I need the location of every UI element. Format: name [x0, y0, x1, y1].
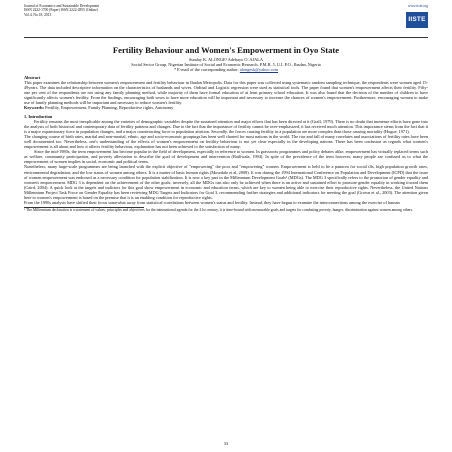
journal-header [24, 4, 428, 36]
paper-title: Fertility Behaviour and Women's Empowerment in Oyo State [112, 45, 340, 55]
intro-paragraph-3: Since the mid-1980s, the term empowerment has become popular in the field of development, especially in reference to women. In grassroots programmes and policy debates alike, empowerment has virtually replaced terms such as welfare, community participation, and poverty alleviation to describe the goal of development and intervention (Batliwala, 1994). In spite of the prevalence of the term however, many people are confused as to what the empowerment of women implies in social, economic and political terms. [24, 149, 428, 165]
journal-name: Journal of Economics and Sustainable Development [24, 4, 100, 8]
author-email-link[interactable]: alongesk@yahoo.com [239, 67, 279, 72]
page-number: 33 [223, 441, 229, 446]
intro-heading: 1. Introduction [24, 113, 53, 119]
author-names: Sunday K. ALONGE¹ Adebayo O. AJALA [189, 57, 263, 62]
email-prefix: * E-mail of the corresponding author: [173, 67, 239, 72]
intro-paragraph-1: Fertility remains the most inexplicable among the varieties of demographic variables despite the sustained attention and major efforts that has been directed at it (Grall, 1979). There is no doubt that immense efforts have gone into the analysis of both historical and contemporary data of fertility patterns and changes. Due to the fact that the importance of fertility cannot be over-emphasized, it has received much attention. This importance stems from the fact that it is a major expansionary force in population changes, and a major counteracting force to population attrition. Secondly, the forces causing fertility in a population are more complex than those causing mortality (Hogue, 1971). [24, 118, 428, 134]
abstract-text: This paper examines the relationship between women's empowerment and fertility behaviour in Ibadan Metropolis. Data for this paper was collected using systematic random sampling technique, the respondents were women aged 15-49years. The data included descriptive information on the characteristics of husbands and wives. Ordinal and Logistic regression were used as statistical tools. The paper found that women's empowerment affects their fertility. Fifty-one per cent of the respondents are not using any family planning method, while majority of them have formal education of at least primary school education. It was also found that the decision of the number of children to have significantly affects women's fertility. From the findings, encouraging both sexes to have more education will be important and necessary to increase the chances of women's empowerment. Furthermore, encouraging women to make use of family planning methods will be important and necessary to reduce women's fertility. [24, 80, 428, 106]
author-affiliation: Social Sector Group, Nigerian Institute of Social and Economic Research, P.M.B. 5, U.I. P.O., Ibadan, Nigeria [131, 62, 321, 67]
keywords-label: Keywords: [24, 105, 45, 111]
header-rule [24, 37, 428, 38]
intro-paragraph-4: Nonetheless, many large-scale programmes are being launched with the explicit objective of "empowering" the poor and "empowering" women. Empowerment is held to be a panacea for social ills, high population growth rates, environmental degradation, and the low status of women among others. It is a matter of basic human rights (Mosedale et al, 2008). It was during the 1994 International Conference on Population and Development (ICPD) that the issue of women empowerment was endorsed as a necessary condition for population stabilization. It is now a key part in the Millennium Development Goals¹ (MDGs). The MDG 3 specifically refers to the promotion of gender equality and women's empowerment. MDG 3 is dependent on the achievement of the other goals; inversely, all the MDGs can also only be achieved when there is an active and sustained effort to promote gender equality in working toward them (Caird, 2004). A quick look at the targets and indictors for this goal show empowerment in economic and education terms, which are key to women being able to exercise their reproductive rights. Nevertheless, the United Nations Millennium Project Task Force on Gender Equality has been reviewing MDG Targets and Indicators for Goal 3, recommending further strategies and additional indicators for meeting the goal (Grown et al., 2003). The attention given here to women's empowerment is based on the premise that it is an enabling condition for reproductive rights. [24, 164, 428, 200]
abstract-heading: Abstract [24, 75, 41, 80]
journal-url[interactable]: www.iiste.org [407, 4, 428, 8]
journal-issn: ISSN 2222-1700 (Paper) ISSN 2222-2855 (Online) [24, 8, 98, 13]
author-email-line [24, 67, 428, 72]
publisher-logo [388, 4, 428, 28]
intro-paragraph-2: The changing course of birth rates, marital and non-marital, ethnic, age and socio-economic groupings has been well charted for most nations in the world. The rise and fall of many correlates and associations of fertility rates have been well documented too. Nevertheless, one's understanding of the effects of women's empowerment on fertility behaviour is not yet clear especially in the developing nations. There has been confusion as regards what women's empowerment is all about and how it affects fertility behaviour, explanation has not been achieved to the satisfaction of many. [24, 133, 428, 150]
journal-volume: Vol.4, No.18, 2013 [24, 12, 52, 17]
iiste-logo: IISTE [406, 12, 428, 28]
footnote: ¹ The Millennium declaration is a statement of values, principles and objectives for the international agenda for the 21st century, it is time-bound with measurable goals and targets for combating poverty, hunger, discrimination against women among others. [24, 208, 414, 213]
keywords-line [24, 105, 428, 110]
intro-paragraph-5: From the 1990s analysts have shifted their focus somewhat away from statistical correlations between women's status and fertility. Instead, they have begun to examine the interconnections among the exercise of human [24, 200, 400, 206]
keywords-text: Fertility, Empowerment, Family Planning, Reproductive rights, Autonomy [45, 105, 174, 111]
author-block [24, 57, 428, 72]
